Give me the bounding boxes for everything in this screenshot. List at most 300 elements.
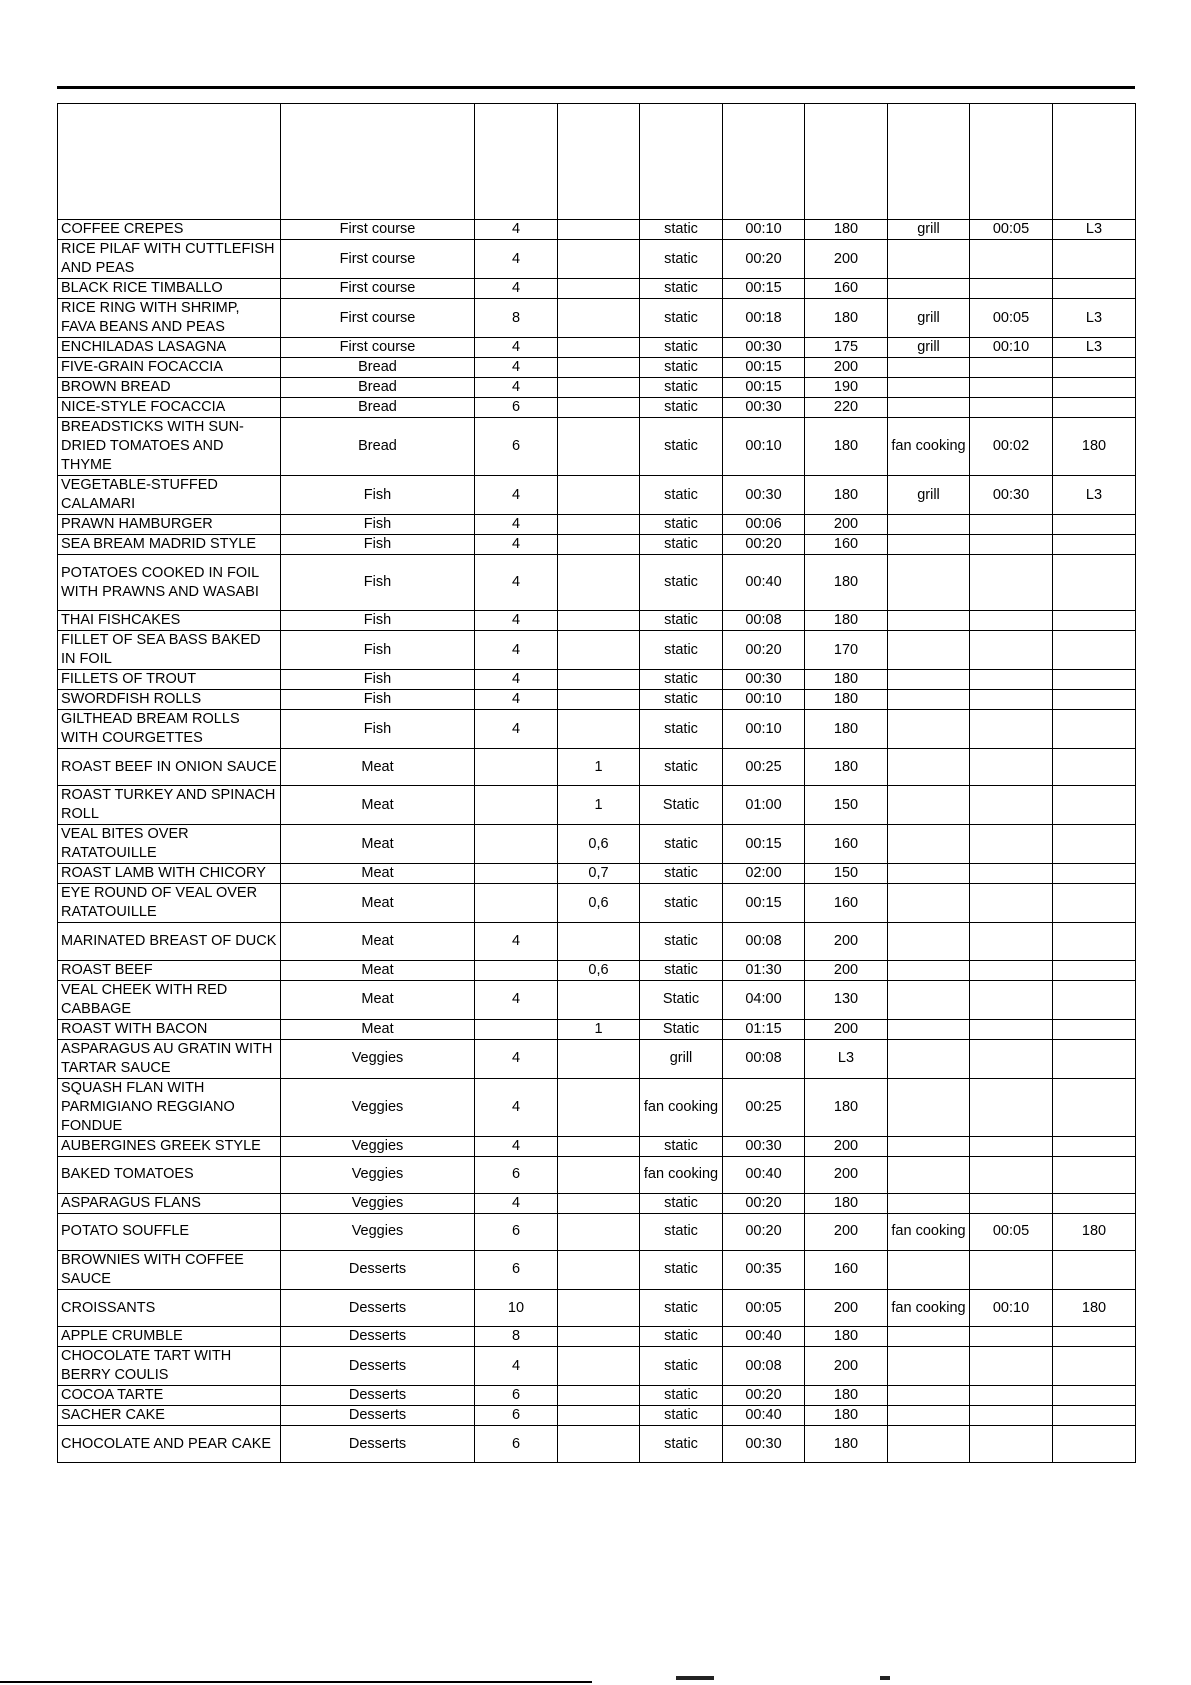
column-4-cell: 0,6 [558, 960, 640, 980]
table-row [58, 690, 1136, 710]
second-temperature-cell [1053, 884, 1136, 923]
column-4-cell [558, 555, 640, 611]
category-cell: Veggies [281, 1078, 475, 1136]
recipe-name-cell: BAKED TOMATOES [58, 1156, 281, 1193]
header-rule [57, 86, 1135, 89]
second-mode-cell [888, 1156, 970, 1193]
column-3-cell: 4 [475, 535, 558, 555]
second-mode-cell [888, 786, 970, 825]
cooking-time-cell: 00:20 [723, 240, 805, 279]
recipe-name-cell: GILTHEAD BREAM ROLLS WITH COURGETTES [58, 710, 281, 749]
category-cell: Meat [281, 825, 475, 864]
cooking-time-cell: 00:06 [723, 515, 805, 535]
cooking-time-cell: 01:30 [723, 960, 805, 980]
footer-mark [676, 1676, 714, 1680]
cooking-time-cell: 00:08 [723, 923, 805, 960]
table-row [58, 535, 1136, 555]
cooking-mode-cell: static [640, 1213, 723, 1250]
column-4-cell: 0,6 [558, 884, 640, 923]
second-temperature-cell [1053, 1136, 1136, 1156]
cooking-mode-cell: static [640, 555, 723, 611]
second-mode-cell [888, 515, 970, 535]
column-3-cell: 6 [475, 398, 558, 418]
column-4-cell [558, 299, 640, 338]
table-row [58, 1193, 1136, 1213]
cooking-mode-cell: static [640, 670, 723, 690]
cooking-time-cell: 00:30 [723, 398, 805, 418]
second-time-cell [970, 1019, 1053, 1039]
cooking-time-cell: 00:15 [723, 358, 805, 378]
temperature-cell: 180 [805, 749, 888, 786]
temperature-cell: 160 [805, 1250, 888, 1289]
recipe-name-cell: COCOA TARTE [58, 1386, 281, 1406]
second-temperature-cell: L3 [1053, 299, 1136, 338]
table-row [58, 1136, 1136, 1156]
second-time-cell [970, 378, 1053, 398]
category-cell: Desserts [281, 1289, 475, 1326]
recipe-name-cell: FILLETS OF TROUT [58, 670, 281, 690]
cooking-mode-cell: static [640, 690, 723, 710]
cooking-time-cell: 01:15 [723, 1019, 805, 1039]
cooking-time-cell: 00:18 [723, 299, 805, 338]
second-time-cell [970, 279, 1053, 299]
second-temperature-cell [1053, 398, 1136, 418]
recipe-name-cell: SACHER CAKE [58, 1406, 281, 1426]
recipe-name-cell: BROWNIES WITH COFFEE SAUCE [58, 1250, 281, 1289]
column-4-cell [558, 1327, 640, 1347]
table-row [58, 631, 1136, 670]
cooking-time-cell: 00:20 [723, 1386, 805, 1406]
second-time-cell [970, 515, 1053, 535]
column-3-cell: 4 [475, 240, 558, 279]
temperature-cell: 200 [805, 358, 888, 378]
recipe-name-cell: AUBERGINES GREEK STYLE [58, 1136, 281, 1156]
temperature-cell: 190 [805, 378, 888, 398]
column-4-cell [558, 418, 640, 476]
second-temperature-cell: 180 [1053, 418, 1136, 476]
column-3-cell [475, 786, 558, 825]
recipe-name-cell: ROAST LAMB WITH CHICORY [58, 864, 281, 884]
column-3-cell: 4 [475, 1347, 558, 1386]
column-4-cell [558, 338, 640, 358]
temperature-cell: 180 [805, 1386, 888, 1406]
cooking-mode-cell: static [640, 631, 723, 670]
category-cell: Veggies [281, 1193, 475, 1213]
recipe-name-cell: CROISSANTS [58, 1289, 281, 1326]
cooking-mode-cell: static [640, 1426, 723, 1463]
column-3-cell: 4 [475, 980, 558, 1019]
recipe-name-cell: SQUASH FLAN WITH PARMIGIANO REGGIANO FONDUE [58, 1078, 281, 1136]
category-cell: Fish [281, 690, 475, 710]
column-3-cell [475, 1019, 558, 1039]
category-cell: Desserts [281, 1426, 475, 1463]
recipe-name-cell: COFFEE CREPES [58, 220, 281, 240]
column-3-cell: 6 [475, 1250, 558, 1289]
second-mode-cell [888, 1019, 970, 1039]
recipe-name-cell: APPLE CRUMBLE [58, 1327, 281, 1347]
category-cell: Desserts [281, 1327, 475, 1347]
cooking-time-cell: 00:25 [723, 1078, 805, 1136]
cooking-time-cell: 00:15 [723, 279, 805, 299]
table-row [58, 358, 1136, 378]
cooking-mode-cell: static [640, 299, 723, 338]
column-4-cell [558, 220, 640, 240]
table-row [58, 240, 1136, 279]
recipe-name-cell: ROAST BEEF [58, 960, 281, 980]
temperature-cell: 150 [805, 864, 888, 884]
cooking-mode-cell: fan cooking [640, 1078, 723, 1136]
category-cell: Fish [281, 476, 475, 515]
cooking-mode-cell: static [640, 923, 723, 960]
cooking-mode-cell: static [640, 749, 723, 786]
column-4-cell [558, 710, 640, 749]
column-4-cell [558, 1289, 640, 1326]
table-row [58, 1019, 1136, 1039]
temperature-cell: 160 [805, 279, 888, 299]
second-time-cell [970, 1078, 1053, 1136]
cooking-mode-cell: static [640, 220, 723, 240]
column-4-cell [558, 631, 640, 670]
second-temperature-cell [1053, 535, 1136, 555]
cooking-time-cell: 00:20 [723, 1193, 805, 1213]
cooking-mode-cell: grill [640, 1039, 723, 1078]
column-4-cell: 1 [558, 1019, 640, 1039]
cooking-mode-cell: static [640, 398, 723, 418]
table-row [58, 864, 1136, 884]
cooking-time-cell: 00:15 [723, 378, 805, 398]
table-row [58, 611, 1136, 631]
table-row [58, 749, 1136, 786]
second-time-cell [970, 1156, 1053, 1193]
column-3-cell: 4 [475, 555, 558, 611]
second-mode-cell [888, 535, 970, 555]
cooking-mode-cell: static [640, 515, 723, 535]
cooking-time-cell: 04:00 [723, 980, 805, 1019]
cooking-mode-cell: static [640, 279, 723, 299]
cooking-mode-cell: static [640, 358, 723, 378]
second-time-cell [970, 1193, 1053, 1213]
category-cell: Meat [281, 923, 475, 960]
column-4-cell [558, 398, 640, 418]
second-time-cell [970, 398, 1053, 418]
column-3-cell: 4 [475, 611, 558, 631]
table-row [58, 398, 1136, 418]
second-mode-cell: grill [888, 338, 970, 358]
cooking-mode-cell: Static [640, 786, 723, 825]
temperature-cell: 175 [805, 338, 888, 358]
category-cell: First course [281, 279, 475, 299]
column-3-cell: 4 [475, 358, 558, 378]
second-time-cell: 00:05 [970, 299, 1053, 338]
column-3-cell: 4 [475, 378, 558, 398]
header-cell [1053, 104, 1136, 220]
second-temperature-cell [1053, 1347, 1136, 1386]
category-cell: Fish [281, 631, 475, 670]
column-4-cell [558, 1039, 640, 1078]
cooking-time-cell: 00:15 [723, 825, 805, 864]
category-cell: Veggies [281, 1039, 475, 1078]
column-3-cell: 6 [475, 418, 558, 476]
cooking-mode-cell: static [640, 960, 723, 980]
column-3-cell: 4 [475, 279, 558, 299]
second-temperature-cell [1053, 1156, 1136, 1193]
recipe-name-cell: ROAST TURKEY AND SPINACH ROLL [58, 786, 281, 825]
header-cell [888, 104, 970, 220]
temperature-cell: 130 [805, 980, 888, 1019]
temperature-cell: 220 [805, 398, 888, 418]
temperature-cell: 160 [805, 825, 888, 864]
category-cell: Fish [281, 611, 475, 631]
second-mode-cell: grill [888, 220, 970, 240]
cooking-mode-cell: static [640, 611, 723, 631]
column-4-cell: 0,7 [558, 864, 640, 884]
second-temperature-cell [1053, 279, 1136, 299]
table-row [58, 1426, 1136, 1463]
category-cell: Desserts [281, 1406, 475, 1426]
cooking-mode-cell: static [640, 535, 723, 555]
temperature-cell: 200 [805, 1156, 888, 1193]
second-mode-cell [888, 240, 970, 279]
category-cell: Meat [281, 980, 475, 1019]
column-4-cell [558, 1426, 640, 1463]
temperature-cell: 180 [805, 690, 888, 710]
table-row [58, 476, 1136, 515]
column-3-cell: 4 [475, 515, 558, 535]
recipe-name-cell: BLACK RICE TIMBALLO [58, 279, 281, 299]
recipe-name-cell: EYE ROUND OF VEAL OVER RATATOUILLE [58, 884, 281, 923]
column-3-cell: 4 [475, 631, 558, 670]
second-mode-cell [888, 749, 970, 786]
cooking-time-cell: 00:40 [723, 1406, 805, 1426]
temperature-cell: 180 [805, 555, 888, 611]
column-4-cell [558, 1193, 640, 1213]
cooking-time-cell: 00:40 [723, 1327, 805, 1347]
cooking-mode-cell: static [640, 864, 723, 884]
second-time-cell [970, 1039, 1053, 1078]
column-3-cell: 8 [475, 1327, 558, 1347]
second-mode-cell [888, 378, 970, 398]
second-time-cell [970, 1250, 1053, 1289]
table-row [58, 1039, 1136, 1078]
second-temperature-cell [1053, 378, 1136, 398]
cooking-mode-cell: static [640, 418, 723, 476]
second-mode-cell [888, 710, 970, 749]
recipe-name-cell: SEA BREAM MADRID STYLE [58, 535, 281, 555]
second-mode-cell [888, 670, 970, 690]
column-3-cell [475, 884, 558, 923]
table-row [58, 923, 1136, 960]
category-cell: Bread [281, 398, 475, 418]
temperature-cell: 200 [805, 1019, 888, 1039]
second-time-cell [970, 710, 1053, 749]
second-mode-cell [888, 358, 970, 378]
category-cell: Veggies [281, 1136, 475, 1156]
category-cell: Fish [281, 555, 475, 611]
second-time-cell [970, 1426, 1053, 1463]
recipe-name-cell: BREADSTICKS WITH SUN-DRIED TOMATOES AND THYME [58, 418, 281, 476]
cooking-mode-cell: static [640, 378, 723, 398]
second-time-cell [970, 358, 1053, 378]
cooking-time-cell: 00:08 [723, 1347, 805, 1386]
second-mode-cell: grill [888, 299, 970, 338]
table-row [58, 279, 1136, 299]
column-3-cell: 6 [475, 1426, 558, 1463]
second-temperature-cell: L3 [1053, 476, 1136, 515]
category-cell: First course [281, 299, 475, 338]
second-time-cell [970, 690, 1053, 710]
cooking-mode-cell: static [640, 1347, 723, 1386]
table-row [58, 555, 1136, 611]
second-time-cell [970, 960, 1053, 980]
table-row [58, 299, 1136, 338]
second-temperature-cell: 180 [1053, 1213, 1136, 1250]
header-cell [723, 104, 805, 220]
category-cell: Bread [281, 418, 475, 476]
category-cell: First course [281, 220, 475, 240]
cooking-time-cell: 00:08 [723, 1039, 805, 1078]
second-temperature-cell [1053, 864, 1136, 884]
category-cell: Bread [281, 358, 475, 378]
category-cell: Fish [281, 710, 475, 749]
table-row [58, 1289, 1136, 1326]
cooking-mode-cell: static [640, 1193, 723, 1213]
second-temperature-cell [1053, 710, 1136, 749]
category-cell: Desserts [281, 1386, 475, 1406]
recipe-name-cell: VEGETABLE-STUFFED CALAMARI [58, 476, 281, 515]
column-4-cell [558, 358, 640, 378]
category-cell: Meat [281, 960, 475, 980]
table-header [58, 104, 1136, 220]
temperature-cell: 180 [805, 1193, 888, 1213]
table-row [58, 786, 1136, 825]
second-time-cell [970, 555, 1053, 611]
temperature-cell: L3 [805, 1039, 888, 1078]
column-3-cell: 4 [475, 670, 558, 690]
header-cell [970, 104, 1053, 220]
column-3-cell: 4 [475, 1193, 558, 1213]
second-mode-cell: fan cooking [888, 1213, 970, 1250]
table-row [58, 515, 1136, 535]
column-4-cell [558, 535, 640, 555]
second-temperature-cell [1053, 749, 1136, 786]
footer-rule [0, 1681, 592, 1683]
column-3-cell: 4 [475, 710, 558, 749]
category-cell: Desserts [281, 1250, 475, 1289]
second-temperature-cell [1053, 670, 1136, 690]
temperature-cell: 160 [805, 884, 888, 923]
table-row [58, 710, 1136, 749]
second-mode-cell [888, 555, 970, 611]
header-cell [805, 104, 888, 220]
table-row [58, 220, 1136, 240]
column-3-cell: 6 [475, 1406, 558, 1426]
temperature-cell: 170 [805, 631, 888, 670]
category-cell: Desserts [281, 1347, 475, 1386]
second-mode-cell: fan cooking [888, 1289, 970, 1326]
second-time-cell [970, 864, 1053, 884]
column-4-cell [558, 670, 640, 690]
cooking-time-cell: 00:30 [723, 338, 805, 358]
second-time-cell [970, 611, 1053, 631]
category-cell: First course [281, 240, 475, 279]
column-3-cell [475, 749, 558, 786]
cooking-time-cell: 01:00 [723, 786, 805, 825]
temperature-cell: 160 [805, 535, 888, 555]
column-3-cell: 4 [475, 338, 558, 358]
category-cell: Meat [281, 749, 475, 786]
temperature-cell: 180 [805, 710, 888, 749]
second-mode-cell [888, 1250, 970, 1289]
cooking-time-cell: 00:10 [723, 710, 805, 749]
second-time-cell [970, 825, 1053, 864]
column-4-cell [558, 240, 640, 279]
cooking-time-cell: 00:30 [723, 670, 805, 690]
category-cell: Fish [281, 515, 475, 535]
temperature-cell: 200 [805, 1347, 888, 1386]
cooking-mode-cell: Static [640, 980, 723, 1019]
second-time-cell: 00:10 [970, 338, 1053, 358]
category-cell: Meat [281, 884, 475, 923]
column-3-cell: 4 [475, 476, 558, 515]
recipe-name-cell: RICE RING WITH SHRIMP, FAVA BEANS AND PEAS [58, 299, 281, 338]
second-temperature-cell [1053, 1019, 1136, 1039]
column-3-cell [475, 960, 558, 980]
column-3-cell: 4 [475, 1136, 558, 1156]
second-time-cell [970, 535, 1053, 555]
temperature-cell: 180 [805, 1406, 888, 1426]
cooking-time-cell: 00:40 [723, 555, 805, 611]
cooking-time-cell: 00:25 [723, 749, 805, 786]
table-row [58, 1347, 1136, 1386]
second-time-cell [970, 923, 1053, 960]
column-3-cell: 4 [475, 220, 558, 240]
table-row [58, 378, 1136, 398]
table-row [58, 1250, 1136, 1289]
recipe-name-cell: NICE-STYLE FOCACCIA [58, 398, 281, 418]
second-time-cell [970, 749, 1053, 786]
table-row [58, 1213, 1136, 1250]
temperature-cell: 150 [805, 786, 888, 825]
second-time-cell: 00:30 [970, 476, 1053, 515]
cooking-mode-cell: static [640, 476, 723, 515]
temperature-cell: 180 [805, 1078, 888, 1136]
cooking-mode-cell: Static [640, 1019, 723, 1039]
second-temperature-cell [1053, 240, 1136, 279]
second-time-cell [970, 884, 1053, 923]
recipe-name-cell: ASPARAGUS FLANS [58, 1193, 281, 1213]
second-temperature-cell [1053, 825, 1136, 864]
category-cell: Veggies [281, 1213, 475, 1250]
column-4-cell [558, 923, 640, 960]
cooking-time-cell: 00:20 [723, 535, 805, 555]
recipe-name-cell: THAI FISHCAKES [58, 611, 281, 631]
table-row [58, 1386, 1136, 1406]
recipe-name-cell: ROAST WITH BACON [58, 1019, 281, 1039]
second-mode-cell [888, 884, 970, 923]
temperature-cell: 200 [805, 923, 888, 960]
cooking-mode-cell: static [640, 1327, 723, 1347]
cooking-mode-cell: static [640, 1386, 723, 1406]
column-4-cell [558, 279, 640, 299]
second-mode-cell [888, 279, 970, 299]
second-temperature-cell: L3 [1053, 338, 1136, 358]
category-cell: First course [281, 338, 475, 358]
column-3-cell: 4 [475, 1078, 558, 1136]
table-row [58, 1156, 1136, 1193]
second-mode-cell [888, 923, 970, 960]
second-temperature-cell [1053, 980, 1136, 1019]
second-temperature-cell [1053, 1078, 1136, 1136]
